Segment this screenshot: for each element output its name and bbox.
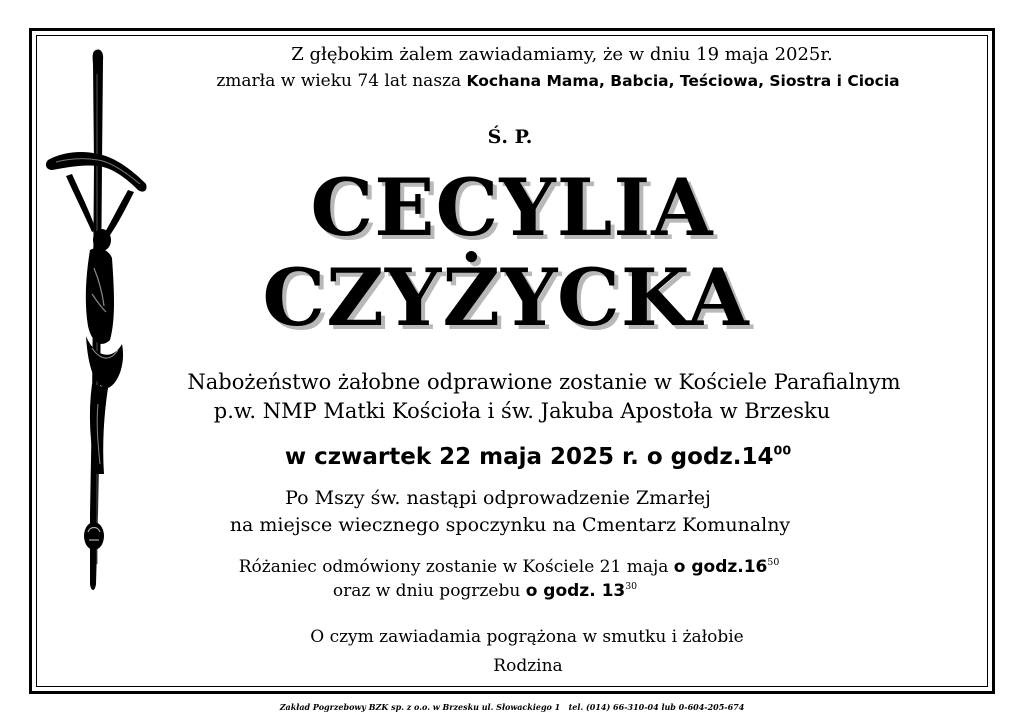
rosary-minutes1: 50 — [767, 557, 780, 568]
title-sp: Ś. P. — [487, 126, 533, 148]
age-and-relations — [46, 71, 1024, 91]
age-text: zmarła w wieku 74 lat nasza — [216, 71, 467, 91]
closing-line: O czym zawiadamia pogrążona w smutku i żałobie — [310, 627, 744, 647]
footer-phone: tel. (014) 66-310-04 lub 0-604-205-674 — [568, 702, 745, 712]
rosary-text1: Różaniec odmówiony zostanie w Kościele 21 maja — [238, 557, 674, 577]
deceased-last-name: CZYŻYCKA — [262, 251, 750, 344]
family-signature: Rodzina — [493, 656, 563, 676]
service-datetime — [26, 444, 1024, 470]
relations-text: Kochana Mama, Babcia, Teściowa, Siostra i Ciocia — [466, 72, 900, 90]
rosary-time1: o godz.16 — [673, 557, 768, 577]
service-info-line1: Nabożeństwo żałobne odprawione zostanie w Kościele Parafialnym — [187, 370, 901, 394]
footer-company: Zakład Pogrzebowy BZK sp. z o.o. w Brzesku ul. Słowackiego 1 — [279, 702, 561, 712]
rosary-line1 — [0, 557, 1021, 577]
burial-line2: na miejsce wiecznego spoczynku na Cmentarz Komunalny — [229, 514, 791, 536]
death-announcement: Z głębokim żalem zawiadamiamy, że w dniu 19 maja 2025r. — [291, 44, 833, 65]
rosary-minutes2: 30 — [625, 581, 638, 592]
service-minutes: 00 — [773, 442, 792, 458]
service-date-text: w czwartek 22 maja 2025 r. o godz.14 — [284, 444, 774, 470]
burial-line1: Po Mszy św. nastąpi odprowadzenie Zmarłej — [285, 487, 711, 509]
rosary-text2: oraz w dniu pogrzebu — [332, 581, 526, 601]
rosary-time2: o godz. 13 — [525, 581, 626, 601]
footer — [0, 702, 1024, 712]
deceased-first-name: CECYLIA — [310, 161, 714, 254]
rosary-line2 — [0, 581, 997, 601]
service-info-line2: p.w. NMP Matki Kościoła i św. Jakuba Apostoła w Brzesku — [213, 399, 831, 423]
